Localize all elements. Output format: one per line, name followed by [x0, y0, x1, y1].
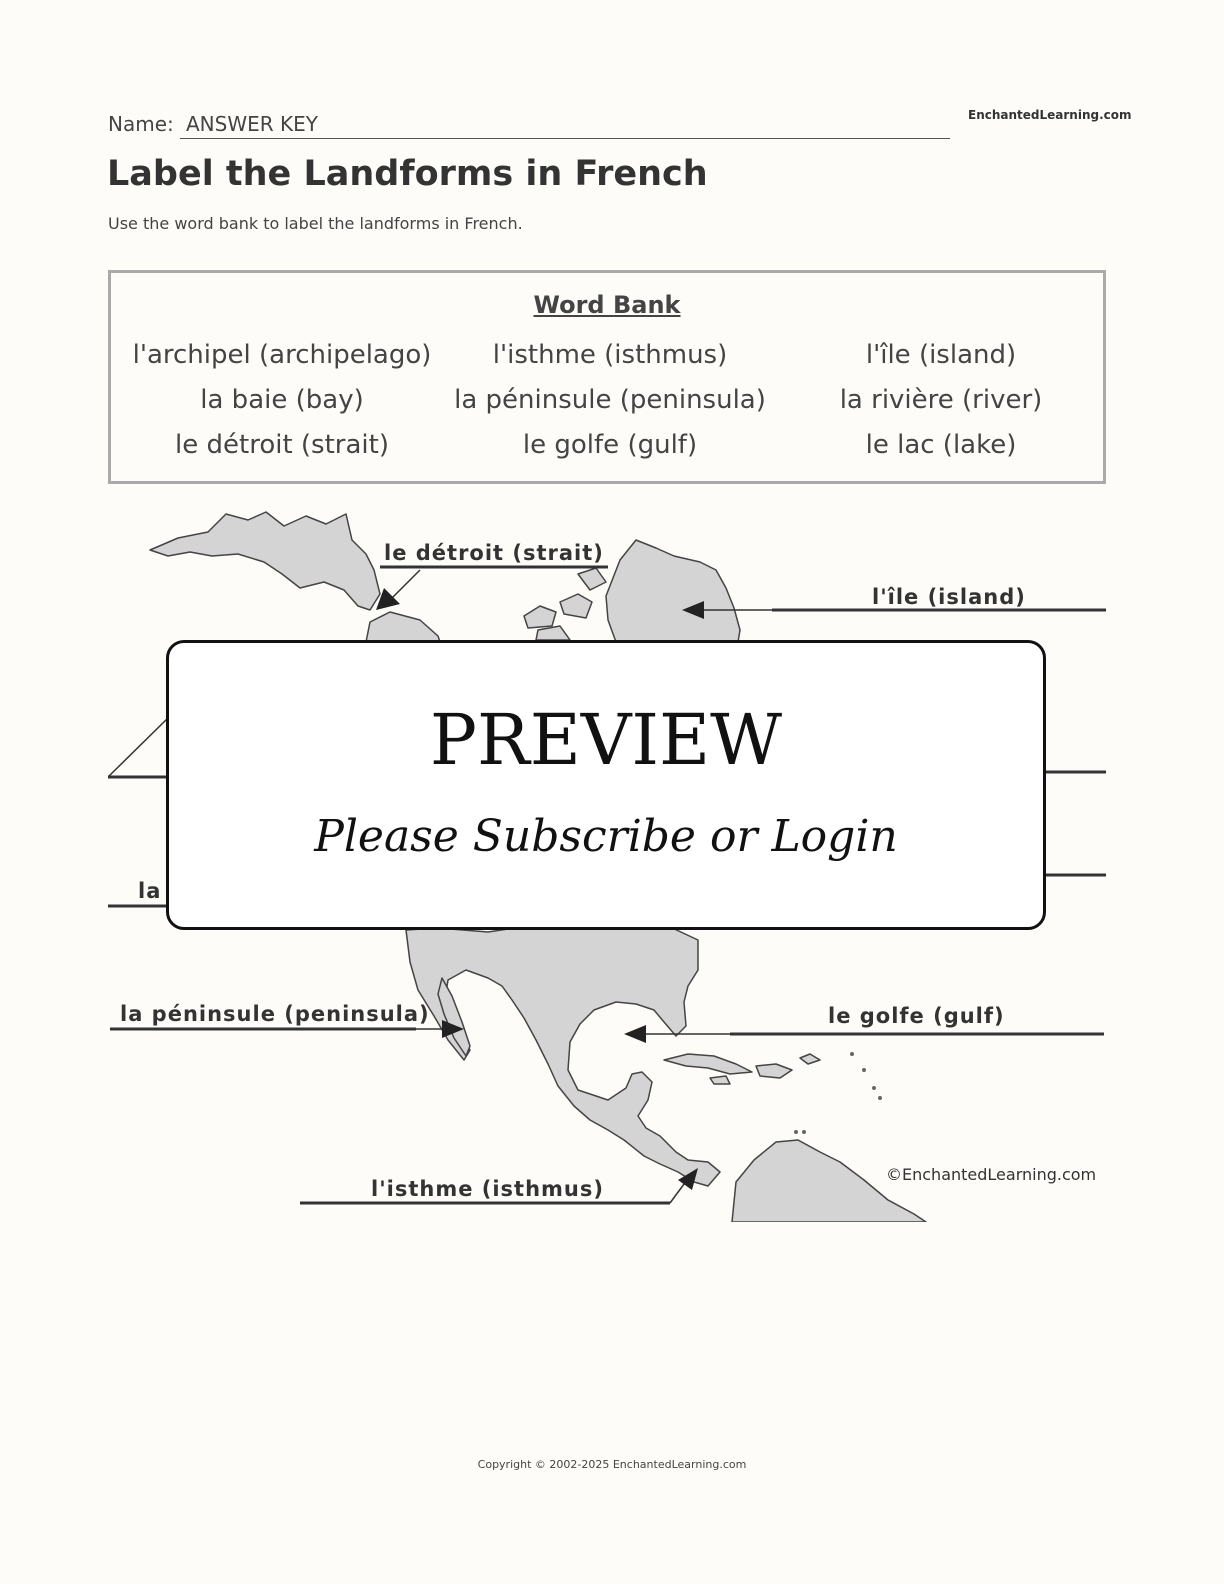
word-bank	[108, 270, 1106, 484]
site-brand[interactable]: EnchantedLearning.com	[968, 108, 1132, 122]
word-bank-item: l'île (island)	[865, 340, 1017, 370]
name-label: Name:	[108, 112, 174, 136]
archipelago-island	[578, 568, 606, 590]
map-label-isthmus: l'isthme (isthmus)	[371, 1177, 604, 1201]
name-value: ANSWER KEY	[186, 112, 318, 136]
word-bank-column	[445, 335, 775, 470]
map-label-gulf: le golfe (gulf)	[828, 1004, 1005, 1028]
alaska-landmass	[150, 512, 380, 610]
map-label-strait: le détroit (strait)	[384, 541, 604, 565]
word-bank-item: la baie (bay)	[200, 385, 364, 415]
page-title: Label the Landforms in French	[107, 154, 708, 194]
word-bank-item: le détroit (strait)	[175, 430, 389, 460]
cuba	[664, 1054, 752, 1074]
word-bank-column	[117, 335, 447, 470]
archipelago-island	[536, 626, 570, 640]
archipelago-island	[524, 606, 556, 628]
greenland	[606, 540, 740, 642]
word-bank-column	[776, 335, 1106, 470]
bay-shore	[366, 612, 440, 642]
word-bank-title: Word Bank	[533, 291, 681, 319]
word-bank-item: la rivière (river)	[839, 385, 1043, 415]
map-copyright: ©EnchantedLearning.com	[886, 1165, 1097, 1184]
north-america-south	[406, 920, 720, 1186]
word-bank-item: l'isthme (isthmus)	[492, 340, 728, 370]
map-label-island: l'île (island)	[872, 585, 1026, 609]
map-label-peninsula: la péninsule (peninsula)	[120, 1002, 430, 1026]
instructions: Use the word bank to label the landforms in French.	[108, 214, 523, 233]
word-bank-item: la péninsule (peninsula)	[454, 385, 766, 415]
footer-copyright: Copyright © 2002-2025 EnchantedLearning.com	[477, 1458, 747, 1471]
preview-overlay[interactable]	[166, 640, 1046, 930]
map-label-bay: la	[138, 879, 162, 903]
archipelago-island	[560, 594, 592, 618]
caribbean-island	[710, 1076, 730, 1084]
subscribe-login-link[interactable]: Please Subscribe or Login	[314, 811, 898, 862]
caribbean-island	[800, 1054, 820, 1064]
word-bank-item: l'archipel (archipelago)	[132, 340, 432, 370]
word-bank-item: le golfe (gulf)	[522, 430, 698, 460]
word-bank-item: le lac (lake)	[865, 430, 1017, 460]
name-field-row	[108, 110, 950, 140]
caribbean-island	[756, 1064, 792, 1078]
preview-title: PREVIEW	[429, 699, 783, 781]
